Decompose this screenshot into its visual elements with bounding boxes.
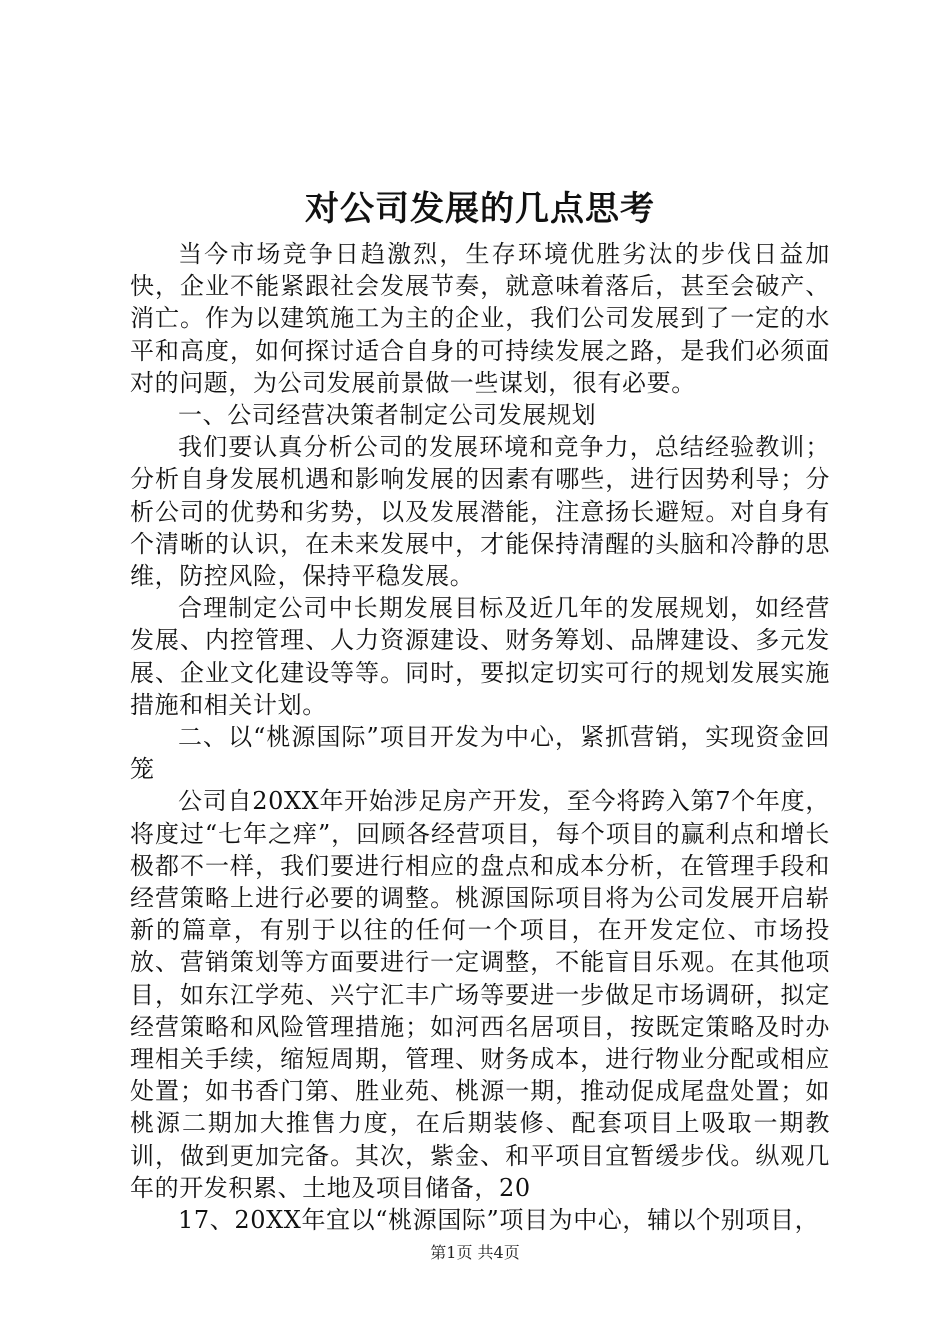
page-footer: 第1页 共4页	[430, 1243, 520, 1262]
paragraph-continuation: 17、20XX年宜以“桃源国际”项目为中心，辅以个别项目，	[178, 1206, 820, 1235]
paragraph-planning: 合理制定公司中长期发展目标及近几年的发展规划，如经营发展、内控管理、人力资源建设、财务筹划、品牌建设、多元发展、企业文化建设等等。同时，要拟定切实可行的规划发展实施措施和相关计划。	[130, 594, 830, 719]
document-page	[130, 180, 830, 1236]
section-heading-2: 二、以“桃源国际”项目开发为中心，紧抓营销，实现资金回笼	[130, 723, 830, 784]
document-title: 对公司发展的几点思考	[305, 189, 655, 229]
paragraph-intro: 当今市场竞争日趋激烈，生存环境优胜劣汰的步伐日益加快，企业不能紧跟社会发展节奏，就意味着落后，甚至会破产、消亡。作为以建筑施工为主的企业，我们公司发展到了一定的水平和高度，如何探讨适合自身的可持续发展之路，是我们必须面对的问题，为公司发展前景做一些谋划，很有必要。	[130, 240, 830, 397]
paragraph-analysis: 我们要认真分析公司的发展环境和竞争力，总结经验教训；分析自身发展机遇和影响发展的因素有哪些，进行因势利导；分析公司的优势和劣势，以及发展潜能，注意扬长避短。对自身有个清晰的认识，在未来发展中，才能保持清醒的头脑和冷静的思维，防控风险，保持平稳发展。	[130, 433, 830, 591]
section-heading-1: 一、公司经营决策者制定公司发展规划	[178, 401, 597, 430]
paragraph-projects: 公司自20XX年开始涉足房产开发，至今将跨入第7个年度，将度过“七年之痒”，回顾各经营项目，每个项目的赢利点和增长极都不一样，我们要进行相应的盘点和成本分析，在管理手段和经营策略上进行必要的调整。桃源国际项目将为公司发展开启崭新的篇章，有别于以往的任何一个项目，在开发定位、市场投放、营销策划等方面要进行一定调整，不能盲目乐观。在其他项目，如东江学苑、兴宁汇丰广场等要进一步做足市场调研，拟定经营策略和风险管理措施；如河西名居项目，按既定策略及时办理相关手续，缩短周期，管理、财务成本，进行物业分配或相应处置；如书香门第、胜业苑、桃源一期，推动促成尾盘处置；如桃源二期加大推售力度，在后期装修、配套项目上吸取一期教训，做到更加完备。其次，紫金、和平项目宜暂缓步伐。纵观几年的开发积累、土地及项目储备，20	[130, 787, 830, 1202]
